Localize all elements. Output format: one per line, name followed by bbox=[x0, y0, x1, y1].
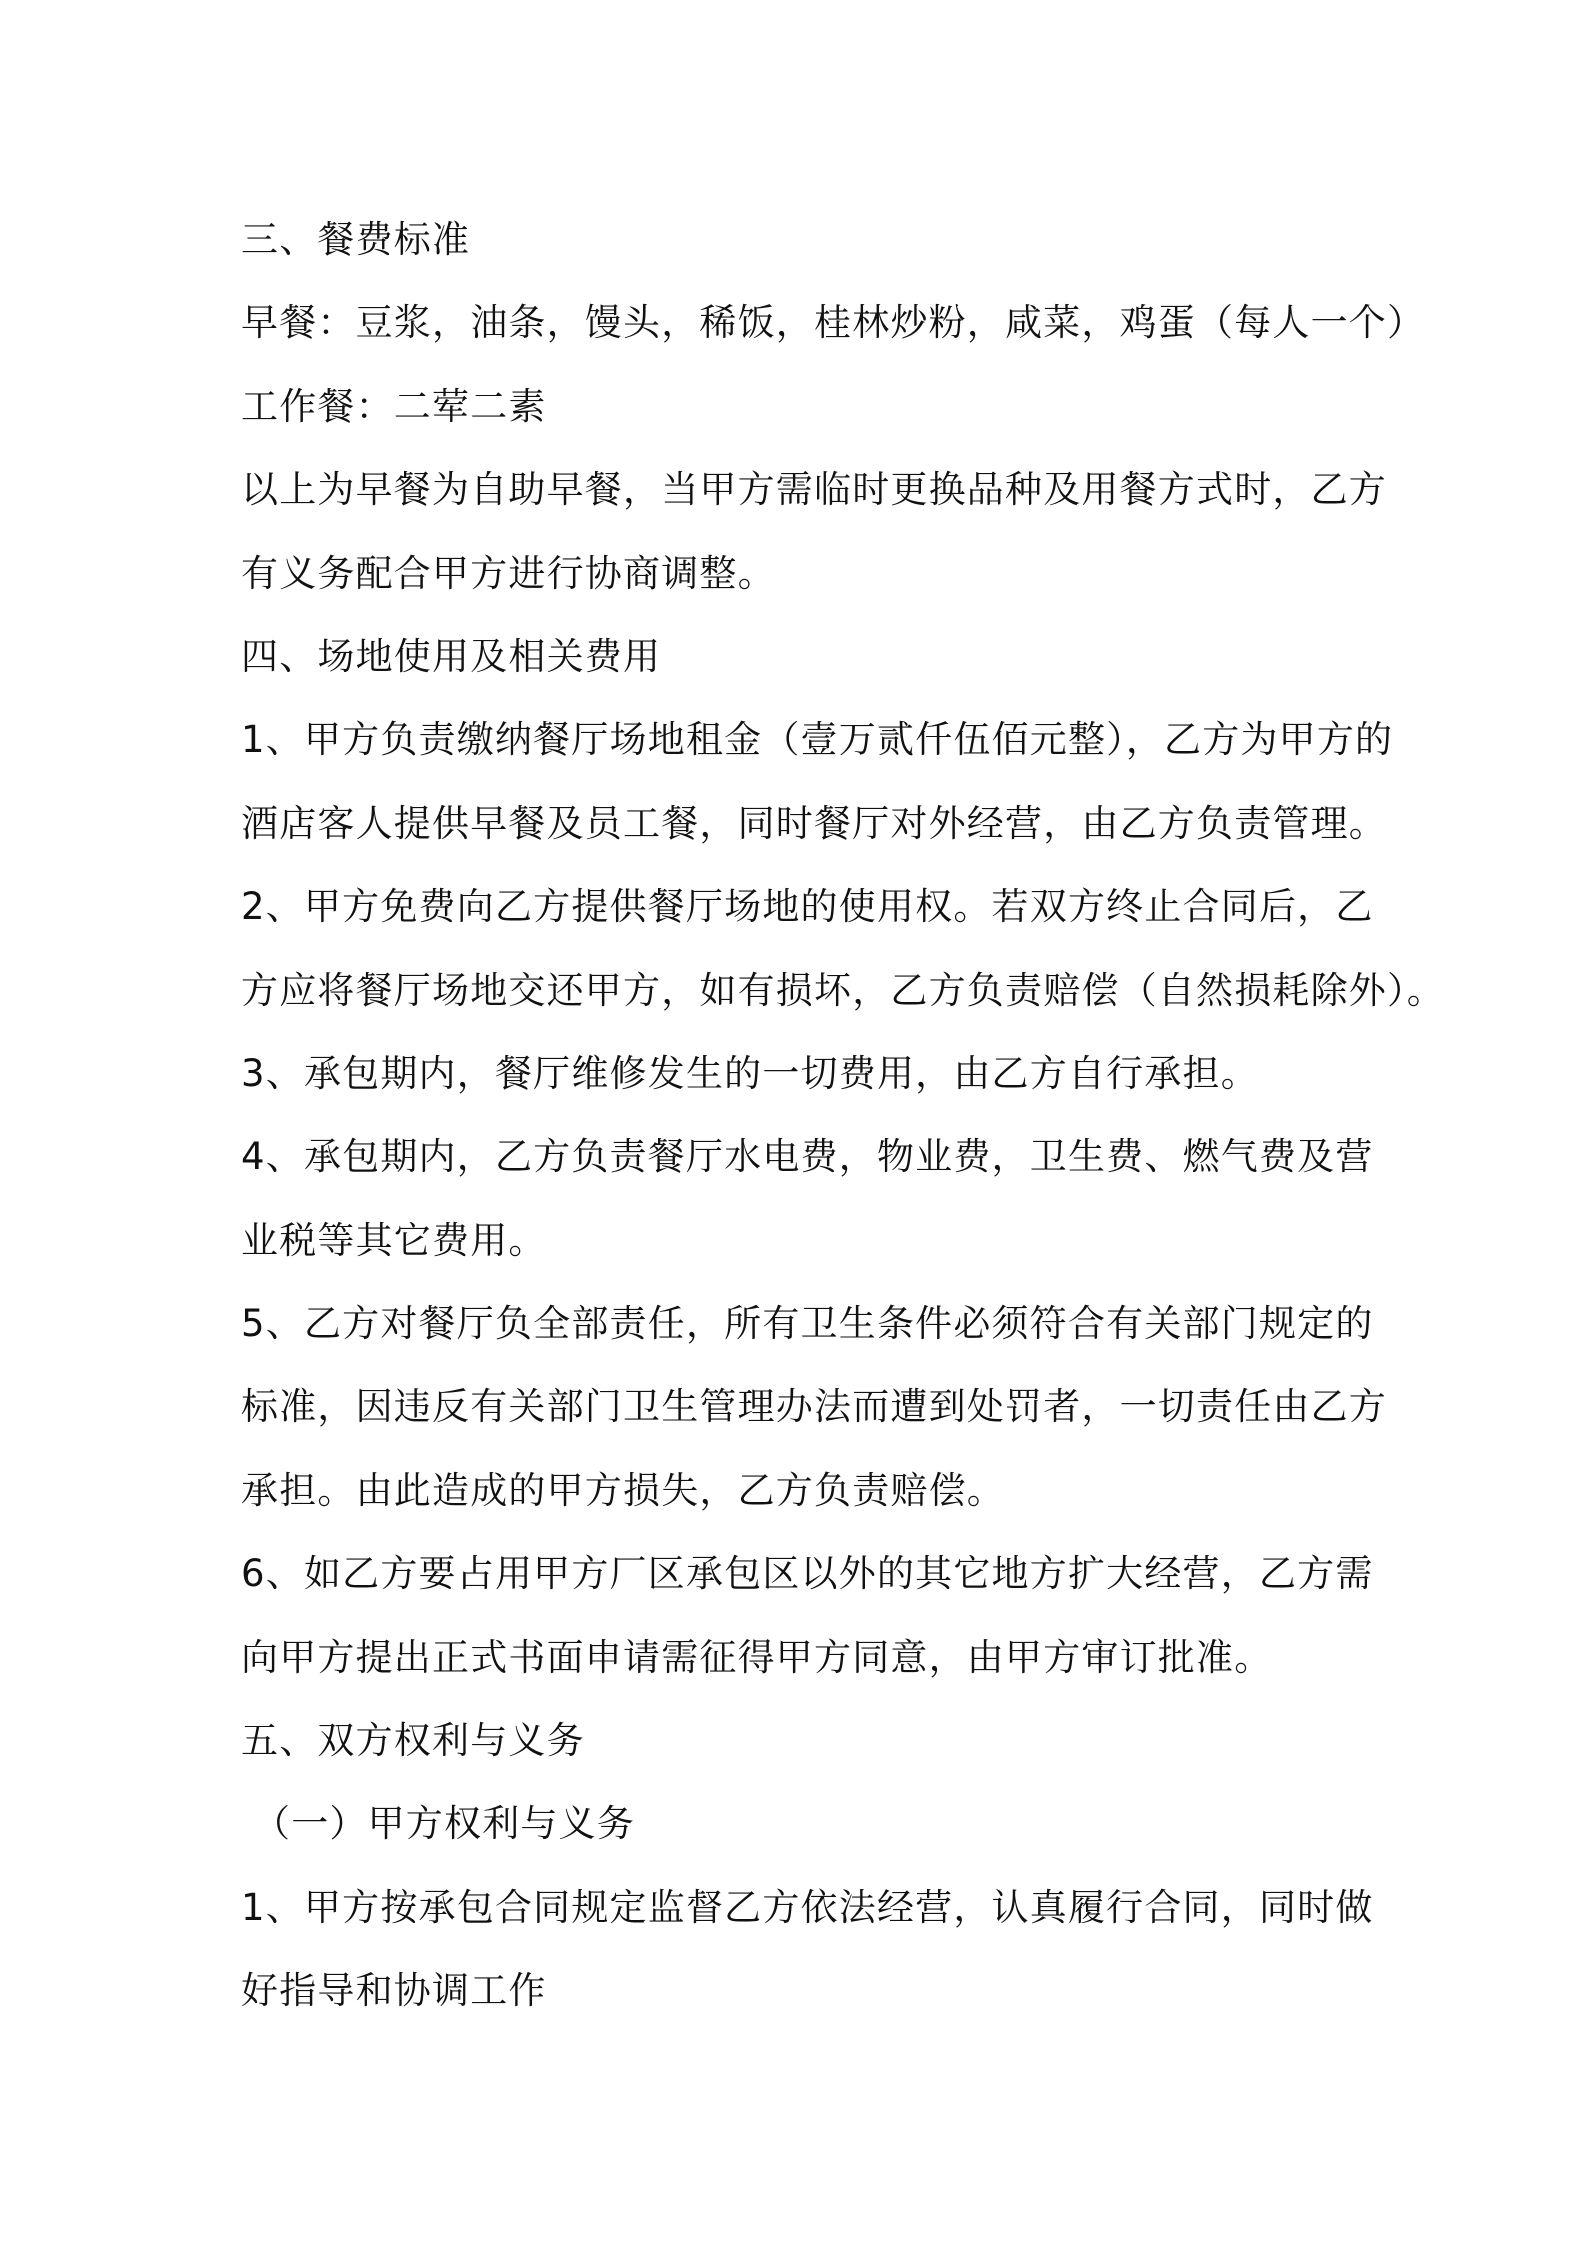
section-heading-rights-obligations: 五、双方权利与义务 bbox=[241, 1719, 585, 1763]
paragraph-line: 以上为早餐为自助早餐，当甲方需临时更换品种及用餐方式时，乙方 bbox=[241, 468, 1387, 512]
clause-6-line: 向甲方提出正式书面申请需征得甲方同意，由甲方审订批准。 bbox=[241, 1635, 1273, 1679]
subsection-heading-party-a: （一）甲方权利与义务 bbox=[253, 1802, 635, 1846]
party-a-clause-1-line: 好指导和协调工作 bbox=[241, 1969, 547, 2013]
document-body bbox=[241, 198, 1445, 2033]
clause-6-line: 6、如乙方要占用甲方厂区承包区以外的其它地方扩大经营，乙方需 bbox=[241, 1552, 1374, 1596]
clause-2-line: 方应将餐厅场地交还甲方，如有损坏，乙方负责赔偿（自然损耗除外）。 bbox=[241, 968, 1445, 1012]
clause-1-line: 酒店客人提供早餐及员工餐，同时餐厅对外经营，由乙方负责管理。 bbox=[241, 801, 1387, 845]
clause-5-line: 5、乙方对餐厅负全部责任，所有卫生条件必须符合有关部门规定的 bbox=[241, 1302, 1374, 1346]
section-heading-meal-standard: 三、餐费标准 bbox=[241, 218, 471, 261]
clause-5-line: 承担。由此造成的甲方损失，乙方负责赔偿。 bbox=[241, 1468, 1005, 1512]
breakfast-line: 早餐：豆浆，油条，馒头，稀饭，桂林炒粉，咸菜，鸡蛋（每人一个） bbox=[241, 301, 1426, 345]
clause-5-line: 标准，因违反有关部门卫生管理办法而遭到处罚者，一切责任由乙方 bbox=[241, 1385, 1387, 1429]
clause-4-line: 业税等其它费用。 bbox=[241, 1218, 547, 1262]
clause-1-line: 1、甲方负责缴纳餐厅场地租金（壹万贰仟伍佰元整），乙方为甲方的 bbox=[241, 718, 1394, 762]
paragraph-line: 有义务配合甲方进行协商调整。 bbox=[241, 551, 776, 595]
section-heading-venue-fees: 四、场地使用及相关费用 bbox=[241, 634, 662, 678]
party-a-clause-1-line: 1、甲方按承包合同规定监督乙方依法经营，认真履行合同，同时做 bbox=[241, 1885, 1374, 1929]
work-meal-line: 工作餐：二荤二素 bbox=[241, 384, 547, 428]
clause-3-line: 3、承包期内，餐厅维修发生的一切费用，由乙方自行承担。 bbox=[241, 1051, 1259, 1095]
clause-4-line: 4、承包期内，乙方负责餐厅水电费，物业费，卫生费、燃气费及营 bbox=[241, 1135, 1374, 1179]
clause-2-line: 2、甲方免费向乙方提供餐厅场地的使用权。若双方终止合同后，乙 bbox=[241, 885, 1374, 929]
